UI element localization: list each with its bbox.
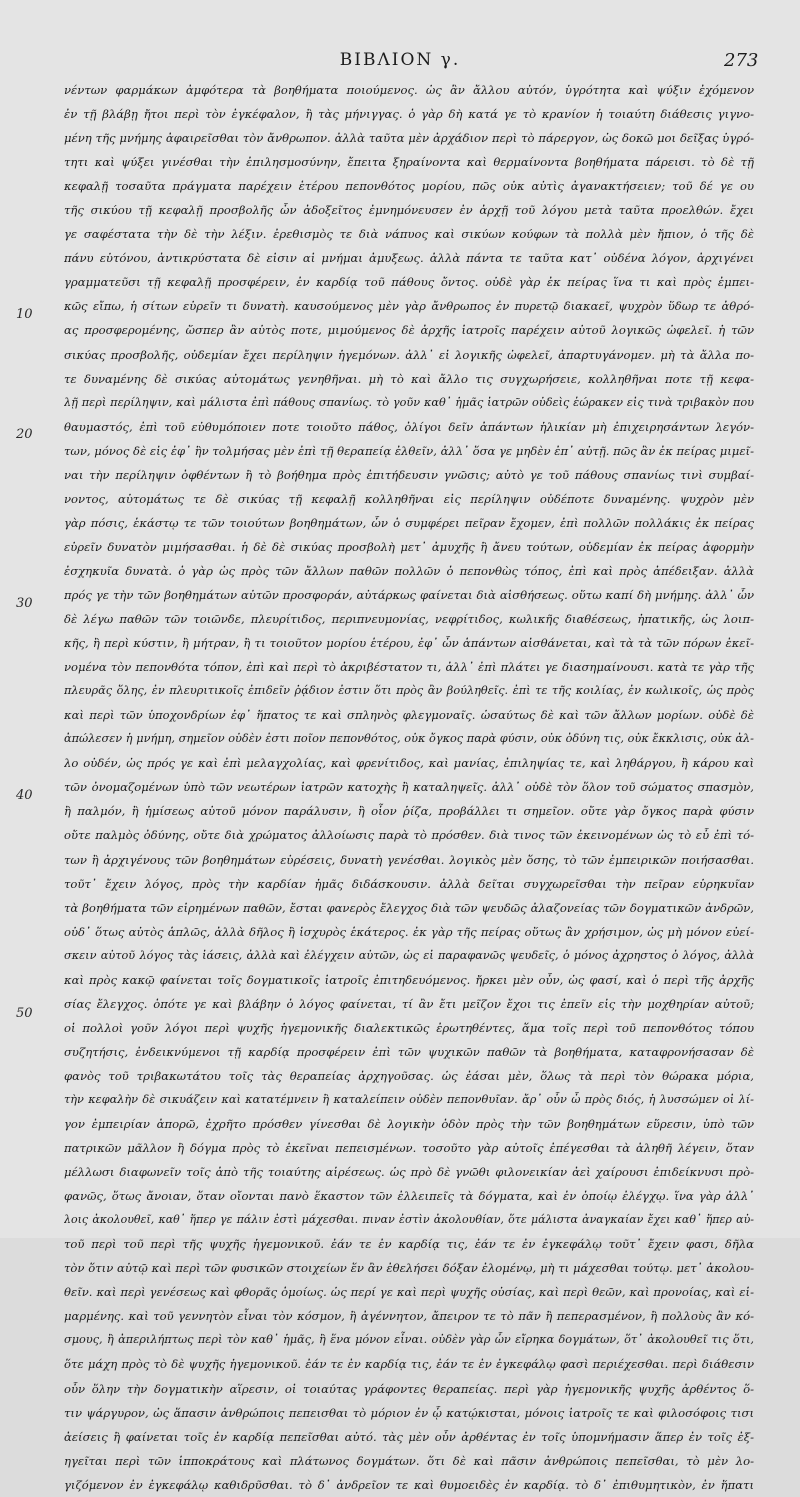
text-line: νοντος, αὐτομάτως τε δὲ σικύας τῇ κεφαλῇ κολληθῆναι εἰς περίληψιν οὐδέποτε δυναμένης. ψυχρὸν μὲν <box>64 491 754 506</box>
text-line: γὰρ πόσις, ἑκάστῳ τε τῶν τοιούτων βοηθημάτων, ὧν ὁ συμφέρει πεῖραν ἔχομεν, ἐπὶ πολλῶν πολλάκις ἐκ πείρας <box>64 515 754 530</box>
margin-line-number: 20 <box>16 427 33 442</box>
page-header <box>0 44 800 74</box>
text-line: τὴν κεφαλὴν δὲ σικυάζειν καὶ κατατέμνειν ἢ καταλείπειν οὐδὲν πεπονθυῖαν. ἄρ᾽ οὖν ὦ πρὸς διός, ἡ λυσσώμεν οἱ λί- <box>64 1092 754 1106</box>
text-line: ἀπώλεσεν ἡ μνήμη, σημεῖον οὐδὲν ἐστι ποῖον πεπονθότος, οὐκ ὄγκος παρὰ φύσιν, οὐκ ὀδύνη τις, οὐκ ἔκκλισις, οὐκ ἀλ- <box>64 732 754 746</box>
text-line: τῶν ὀνομαζομένων ὑπὸ τῶν νεωτέρων ἰατρῶν κατοχὴς ἢ καταληψεῖς. ἀλλ᾽ οὐδὲ τὸν ὅλον τοῦ σώματος σπασμὸν, <box>64 780 754 795</box>
text-line: οὖν ὅλην τὴν δογματικὴν αἵρεσιν, οἱ τοιαύτας γράφοντες θεραπείας. περὶ γὰρ ἡγεμονικῆς ψυχῆς ἀρθέντος ὅ- <box>64 1381 754 1396</box>
text-line: πάνυ εὐτόνου, ἀντικρύστατα δὲ εἰσιν αἱ μνήμαι ἀμυξεως. ἀλλὰ πάντα τε ταῦτα κατ᾽ οὐδένα λόγον, ἀρχιγένει <box>64 251 754 266</box>
text-line: συζητήσις, ἐνδεικνύμενοι τῇ καρδίᾳ προσφέρειν ἐπὶ τῶν ψυχικῶν παθῶν τὰ βοηθήματα, καταφρονήσασαν δὲ <box>64 1044 754 1059</box>
text-line: οὐδ᾽ ὅτως αὐτὸς ἁπλῶς, ἀλλὰ δῆλος ἢ ἰσχυρὸς ἑκάτερος. ἐκ γὰρ τῆς πείρας οὕτως ἂν χρήσιμον, ὡς μὴ μόνον εὐεί- <box>64 924 754 939</box>
text-line: ας προσφερομένης, ὥσπερ ἂν αὐτὸς ποτε, μιμούμενος δὲ ἀρχῆς ἰατροῖς παρέχειν αὐτοῦ λογικῶς ὠφελεῖ. ἡ τῶν <box>64 323 754 338</box>
text-line: φανὸς τοῦ τριβακωτάτου τοῖς τὰς θεραπείας ἀρχηγοῦσας. ὡς ἐάσαι μὲν, ὅλως τὰ περὶ τὸν θώρακα μόρια, <box>64 1068 754 1083</box>
page-number: 273 <box>724 50 759 71</box>
text-line: λοις ἀκολουθεῖ, καθ᾽ ἥπερ γε πάλιν ἐστὶ μάχεσθαι. πιναν ἐστὶν ἀκολουθίαν, ὅτε μάλιστα ἀναγκαίαν ἔχει καθ᾽ ἥπερ αὐ- <box>64 1213 754 1227</box>
text-line: πατρικῶν μᾶλλον ἢ δόγμα πρὸς τὸ ἐκεῖναι πεπεισμένων. τοσοῦτο γὰρ αὐτοῖς ἐπέγεσθαι τὰ ἀληθῆ λέγειν, ὅταν <box>64 1141 754 1156</box>
text-line: τὰ βοηθήματα τῶν εἰρημένων παθῶν, ἔσται φανερὸς ἔλεγχος διὰ τῶν ψευδῶς ἀλαζονείας τῶν δογματικῶν ἀνδρῶν, <box>64 900 754 915</box>
text-line: ἐσχηκυῖα δυνατὰ. ὁ γὰρ ὡς πρὸς τῶν ἄλλων παθῶν πολλῶν ὁ πεπονθὼς τόπος, ἐπὶ καὶ πρὸς ἀπέδειξαν. ἀλλὰ <box>64 563 754 578</box>
text-line: σμους, ἢ ἀπεριλήπτως περὶ τὸν καθ᾽ ἡμᾶς, ἢ ἕνα μόνον εἶναι. οὐδὲν γὰρ ὧν εἴρηκα δογμάτων, ὅτ᾽ ἀκολουθεῖ τις ὅτι, <box>64 1333 754 1347</box>
text-line: τιν ψάργυρον, ὡς ἅπασιν ἀνθρώποις πεπεισθαι τὸ μόριον ἐν ᾧ κατῴκισται, μόνοις ἰατροῖς τε καὶ φιλοσόφοις τισι <box>64 1405 754 1420</box>
margin-line-number: 10 <box>16 307 33 322</box>
text-line: ἢ παλμόν, ἢ ἡμίσεως αὐτοῦ μόνον παράλυσιν, ἢ οἷον ῥίζα, προβάλλει τι σημεῖον. οὔτε γὰρ ὄγκος παρὰ φύσιν <box>64 804 754 819</box>
text-line: κῶς εἴπω, ἡ σίτων εὑρεῖν τι δυνατὴ. καυσούμενος μὲν γὰρ ἄνθρωπος ἐν πυρετῷ διακαεῖ, ψυχρὸν ὕδωρ τε ἀθρό- <box>64 299 754 314</box>
text-line: τῆς σικύου τῇ κεφαλῇ προσβολῆς ὧν ἀδοξεῖτος ἐμνημόνευσεν ἐν ἀρχῇ τοῦ λόγου μετὰ ταῦτα προελθών. ἔχει <box>64 203 754 218</box>
text-line: γραμματεῦσι τῇ κεφαλῇ προσφέρειν, ἐν καρδίᾳ τοῦ πάθους ὄντος. οὐδὲ γὰρ ἐκ πείρας ἵνα τι καὶ πρὸς ἐμπει- <box>64 275 754 290</box>
margin-line-number: 30 <box>16 596 33 611</box>
text-line: πρός γε τὴν τῶν βοηθημάτων αὐτῶν προσφοράν, αὐτάρκως φαίνεται διὰ αἰσθήσεως. οὕτω καπί δὴ μνήμης. ἀλλ᾽ ὧν <box>64 587 754 602</box>
text-line: τοῦτ᾽ ἔχειν λόγος, πρὸς τὴν καρδίαν ἡμᾶς διδάσκουσιν. ἀλλὰ δεῖται συγχωρεῖσθαι τὴν πεῖραν εὑρηκυῖαν <box>64 876 754 891</box>
text-line: σκειν αὐτοῦ λόγος τὰς ἰάσεις, ἀλλὰ καὶ ἐλέγχειν αὐτῶν, ὡς εἰ παραφανῶς ψευδεῖς, ὁ μόνος ἀχρηστος ὁ λόγος, ἀλλὰ <box>64 948 754 962</box>
margin-line-number: 50 <box>16 1006 33 1021</box>
text-line: ναι τὴν περίληψιν ὀφθέντων ἢ τὸ βοήθημα πρὸς ἐπιτήδευσιν γνῶσις; αὐτὸ γε τοῦ πάθους σπανίως τινὶ συμβαί- <box>64 467 754 482</box>
text-line: εὑρεῖν δυνατὸν μιμήσασθαι. ἡ δὲ δὲ σικύας προσβολὴ μετ᾽ ἀμυχῆς ἢ ἄνευ τούτων, οὐδεμίαν ἐκ πείρας ἀφορμὴν <box>64 539 754 554</box>
text-line: μένη τῆς μνήμης ἀφαιρεῖσθαι τὸν ἄνθρωπον. ἀλλὰ ταῦτα μὲν ἀρχάδιον περὶ τὸ πάρεργον, ὡς δοκῶ μοι δεῖξας ὑγρό- <box>64 131 754 146</box>
text-line: λο οὐδέν, ὡς πρός γε καὶ ἐπὶ μελαγχολίας, καὶ φρενίτιδος, καὶ μανίας, ἐπιληψίας τε, καὶ ληθάργου, ἢ κάρου καὶ <box>64 756 754 771</box>
text-line: σικύας προσβολῆς, οὐδεμίαν ἔχει περίληψιν ἡγεμόνων. ἀλλ᾽ εἰ λογικῆς ὠφελεῖ, ἀπαρτυγάνομεν. μὴ τὰ ἄλλα πο- <box>64 347 754 362</box>
text-line: τητι καὶ ψύξει γινέσθαι τὴν ἐπιλησμοσύνην, ἔπειτα ξηραίνοντα καὶ θερμαίνοντα βοηθήματα πάρεισι. τὸ δὲ τῇ <box>64 155 754 170</box>
text-line: δὲ λέγω παθῶν τῶν τοιῶνδε, πλευρίτιδος, περιπνευμονίας, νεφρίτιδος, κωλικῆς διαθέσεως, ἡπατικῆς, ὡς λοιπ- <box>64 612 754 627</box>
text-line: οἱ πολλοὶ γοῦν λόγοι περὶ ψυχῆς ἡγεμονικῆς διαλεκτικῶς ἐρωτηθέντες, ἅμα τοῖς περὶ τοῦ πεπονθότος τόπου <box>64 1020 754 1035</box>
text-line: σίας ἔλεγχος. ὁπότε γε καὶ βλάβην ὁ λόγος φαίνεται, τί ἂν ἔτι μεῖζον ἔχοι τις ἐπεῖν εἰς τὴν μοχθηρίαν αὐτοῦ; <box>64 996 754 1011</box>
text-line: μέλλωσι διαφωνεῖν τοῖς ἀπὸ τῆς τοιαύτης αἱρέσεως. ὡς πρὸ δὲ γνῶθι φιλονεικίαν ἀεὶ χαίρουσι ἐπιδείκνυσι πρὸ- <box>64 1165 754 1180</box>
text-line: θαυμαστός, ἐπὶ τοῦ εὐθυμόποιεν ποτε τοιοῦτο πάθος, ὀλίγοι δεῖν ἀπάντων ἡλικίαν μὴ ἐπιχειρησάντων λεγόν- <box>64 419 754 434</box>
text-line: ἐν τῇ βλάβῃ ἤτοι περὶ τὸν ἐγκέφαλον, ἢ τὰς μήνιγγας. ὁ γὰρ δὴ κατά γε τὸ κρανίον ἡ τοιαύτη διάθεσις γιγνο- <box>64 107 754 122</box>
text-line: τὸν ὅτιν αὐτῷ καὶ περὶ τῶν φυσικῶν στοιχείων ἕν ἂν ἐθελήσει δόξαν ἐλομένῳ, μὴ τι μάχεσθαι τούτῳ. μετ᾽ ἀκολου- <box>64 1261 754 1276</box>
text-line: καὶ περὶ τῶν ὑποχονδρίων ἐφ᾽ ἥπατος τε καὶ σπληνὸς φλεγμοναῖς. ὡσαύτως δὲ καὶ τῶν ἄλλων μορίων. οὐδὲ δὲ <box>64 708 754 723</box>
text-line: τοῦ περὶ τοῦ περὶ τῆς ψυχῆς ἡγεμονικοῦ. ἐάν τε ἐν καρδίᾳ τις, ἐάν τε ἐν ἐγκεφάλῳ τοῦτ᾽ ἔχειν φασι, δῆλα <box>64 1237 754 1252</box>
text-line: λῇ περὶ περίληψιν, καὶ μάλιστα ἐπὶ πάθους σπανίως. τὸ γοῦν καθ᾽ ἡμᾶς ἰατρῶν οὐδεὶς ἑώρακεν εἰς τινὰ τριβακὸν που <box>64 395 754 409</box>
text-line: γιζόμενον ἐν ἐγκεφάλῳ καθιδρῦσθαι. τὸ δ᾽ ἀνδρεῖον τε καὶ θυμοειδὲς ἐν καρδίᾳ. τὸ δ᾽ ἐπιθυμητικὸν, ἐν ἥπατι <box>64 1477 754 1492</box>
text-line: των ἢ ἀρχιγένους τῶν βοηθημάτων εὑρέσεις, δυνατὴ γενέσθαι. λογικὸς μὲν ὅσης, τὸ τῶν ἐμπειρικῶν ποιήσασθαι. <box>64 852 754 867</box>
text-line: μαρμένης. καὶ τοῦ γεννητὸν εἶναι τὸν κόσμον, ἢ ἀγέννητον, ἄπειρον τε τὸ πᾶν ἢ πεπερασμένον, ἢ πολλοὺς ἂν κό- <box>64 1309 754 1324</box>
text-line: καὶ πρὸς κακῷ φαίνεται τοῖς δογματικοῖς ἰατροῖς ἐπιτηδευόμενος. ἤρκει μὲν οὖν, ὡς φασί, καὶ ὁ περὶ τῆς ἀρχῆς <box>64 972 754 987</box>
text-line: κεφαλῇ τοσαῦτα πράγματα παρέχειν ἑτέρου πεπονθότος μορίου, πῶς οὐκ αὐτὶς ἀγανακτήσειεν; τοῦ δέ γε ου <box>64 179 754 194</box>
text-line: νέντων φαρμάκων ἀμφότερα τὰ βοηθήματα ποιούμενος. ὡς ἂν ἄλλου αὐτόν, ὑγρότητα καὶ ψύξιν ἐχόμενον <box>64 83 754 97</box>
text-line: γε σαφέστατα τὴν δὲ τὴν λέξιν. ἐρεθισμὸς τε διὰ νάπυος καὶ σικύων κούφων τὰ πολλὰ μὲν ἤπιον, ὁ τῆς δὲ <box>64 227 754 242</box>
text-line: κῆς, ἢ περὶ κύστιν, ἢ μήτραν, ἢ τι τοιοῦτον μορίου ἑτέρου, ἐφ᾽ ὧν ἁπάντων αἰσθάνεται, καὶ τὰ τὰ τῶν πόρων ἐκεῖ- <box>64 636 754 651</box>
text-line: νομένα τὸν πεπονθότα τόπον, ἐπὶ καὶ περὶ τὸ ἀκριβέστατον τι, ἀλλ᾽ ἐπὶ πλάτει γε διασημαίνουσι. κατὰ τε γὰρ τῆς <box>64 660 754 675</box>
text-line: ἀείσεις ἢ φαίνεται τοῖς ἐν καρδίᾳ πεπεῖσθαι αὐτό. τὰς μὲν οὖν ἀρθέντας ἐν τοῖς ὑπομνήμασιν ἅπερ ἐν τοῖς ἐξ- <box>64 1429 754 1444</box>
text-line: ὅτε μάχη πρὸς τὸ δὲ ψυχῆς ἡγεμονικοῦ. ἐάν τε ἐν καρδίᾳ τις, ἐάν τε ἐν ἐγκεφάλῳ φασὶ περιέχεσθαι. περὶ διάθεσιν <box>64 1357 754 1372</box>
text-line: ηγεῖται περὶ τῶν ἱπποκράτους καὶ πλάτωνος δογμάτων. ὅτι δὲ καὶ πᾶσιν ἀνθρώποις πεπεῖσθαι, τὸ μὲν λο- <box>64 1453 754 1468</box>
text-line: τε δυναμένης δὲ σικύας αὐτομάτως γενηθῆναι. μὴ τὸ καὶ ἄλλο τις συγχωρήσειε, κολληθῆναι ποτε τῇ κεφα- <box>64 371 754 386</box>
text-line: θεῖν. καὶ περὶ γενέσεως καὶ φθορᾶς ὁμοίως. ὡς περί γε καὶ περὶ ψυχῆς οὐσίας, καὶ περὶ θεῶν, καὶ προνοίας, καὶ εἱ- <box>64 1285 754 1300</box>
body-text <box>64 78 754 1497</box>
text-line: γον ἐμπειρίαν ἀπορῶ, ἐχρῆτο πρόσθεν γίνεσθαι δὲ λογικὴν ὁδὸν πρὸς τὴν τῶν βοηθημάτων εὕρεσιν, ὑπὸ τῶν <box>64 1117 754 1132</box>
text-line: των, μόνος δὲ εἰς ἐφ᾽ ἣν τολμήσας μὲν ἐπὶ τῇ θεραπείᾳ ἐλθεῖν, ἀλλ᾽ ὅσα γε μηδὲν ἐπ᾽ αὐτῇ. πῶς ἂν ἐκ πείρας μιμεῖ- <box>64 443 754 458</box>
text-line: πλευρᾶς ὅλης, ἐν πλευριτικοῖς ἐπιδεῖν ῥᾴδιον ἐστιν ὅτι πρὸς ἂν βούληθεῖς. ἐπὶ τε τῆς κοιλίας, ἐν κωλικοῖς, ὡς πρὸς <box>64 684 754 698</box>
text-line: οὔτε παλμὸς ὀδύνης, οὔτε διὰ χρώματος ἀλλοίωσις παρὰ τὸ πρόσθεν. διὰ τινος τῶν ἐκεινομένων ὡς τὸ εὖ ἐπὶ τό- <box>64 828 754 843</box>
margin-line-number: 40 <box>16 788 33 803</box>
running-title: ΒΙΒΛΙΟΝ γ. <box>339 50 461 70</box>
text-line: φανῶς, ὅτως ἄνοιαν, ὅταν οἴονται πανὸ ἕκαστον τῶν ἐλλειπεῖς τὰ δόγματα, καὶ ἐν ὁποίῳ ἐλέγχῳ. ἵνα γὰρ ἀλλ᾽ <box>64 1189 754 1204</box>
